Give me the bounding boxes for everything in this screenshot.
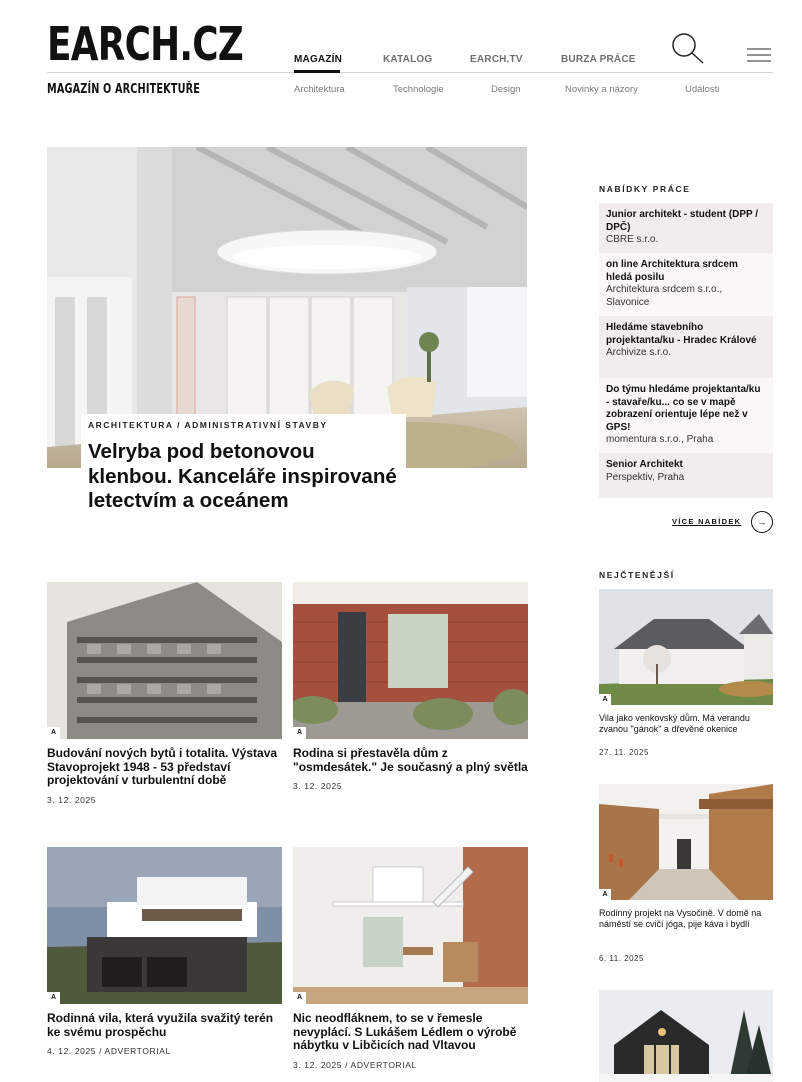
job-company: Perspektiv, Praha <box>606 471 685 483</box>
job-title[interactable]: Senior Architekt <box>606 459 683 470</box>
popular-date: 6. 11. 2025 <box>599 954 644 963</box>
hamburger-menu-icon[interactable] <box>747 47 771 63</box>
job-item[interactable] <box>599 203 773 253</box>
job-company: CBRE s.r.o. <box>606 234 659 245</box>
article-meta: 3. 12. 2025 / ADVERTORIAL <box>293 1059 417 1070</box>
job-company: Architektura srdcem s.r.o., Slavonice <box>606 284 723 308</box>
article-title[interactable]: Nic neodfláknem, to se v řemesle nevyplácí. S Lukášem Lédlem o výrobě nábytku v Libčicích nad Vltavou <box>293 1011 517 1052</box>
article-title[interactable]: Rodina si přestavěla dům z "osmdesátek." Je současný a plný světla <box>293 746 528 774</box>
header-divider <box>47 72 773 73</box>
nav-earch-tv[interactable]: EARCH.TV <box>470 54 523 65</box>
subnav-technologie[interactable]: Technologie <box>393 84 444 95</box>
job-title[interactable]: Hledáme stavebního projektanta/ku - Hradec Králové <box>606 322 757 346</box>
hero-caption[interactable] <box>81 414 406 539</box>
job-company: momentura s.r.o., Praha <box>606 434 714 445</box>
job-title[interactable]: Do týmu hledáme projektanta/ku - stavaře/ku... co se v mapě zobrazení orientuje lépe než v GPS! <box>606 384 761 433</box>
job-company: Archivize s.r.o. <box>606 347 672 358</box>
article-thumbnail[interactable] <box>293 582 528 739</box>
jobs-heading: NABÍDKY PRÁCE <box>599 184 691 194</box>
article-thumbnail[interactable] <box>293 847 528 1004</box>
popular-thumbnail[interactable] <box>599 589 773 705</box>
nav-katalog[interactable]: KATALOG <box>383 54 433 65</box>
article-card[interactable] <box>47 847 282 1056</box>
article-badge: A <box>47 992 60 1004</box>
popular-item[interactable] <box>599 589 773 769</box>
article-thumbnail[interactable] <box>47 582 282 739</box>
popular-title[interactable]: Rodinný projekt na Vysočině. V domě na náměstí se cvičí jóga, pije káva i bydlí <box>599 908 762 929</box>
popular-thumbnail[interactable] <box>599 990 773 1082</box>
article-card[interactable] <box>47 582 282 805</box>
popular-item[interactable] <box>599 784 773 964</box>
article-title[interactable]: Budování nových bytů i totalita. Výstava Stavoprojekt 1948 - 53 představí projektování v turbulentní době <box>47 746 278 787</box>
popular-title[interactable]: Vila jako venkovský dům. Má verandu zvanou "gánok" a dřevěné okenice <box>599 713 750 734</box>
arrow-right-icon[interactable]: → <box>751 511 773 533</box>
article-card[interactable] <box>293 582 528 791</box>
popular-thumbnail[interactable] <box>599 784 773 900</box>
popular-badge: A <box>599 889 611 900</box>
popular-date: 27. 11. 2025 <box>599 748 649 757</box>
site-tagline: MAGAZÍN O ARCHITEKTUŘE <box>47 81 201 97</box>
article-badge: A <box>293 992 306 1004</box>
article-title[interactable]: Rodinná vila, která využila svažitý terén ke svému prospěchu <box>47 1011 274 1039</box>
more-jobs-link[interactable]: VÍCE NABÍDEK <box>672 517 742 526</box>
popular-item[interactable] <box>599 990 773 1082</box>
nav-burza-prace[interactable]: BURZA PRÁCE <box>561 54 636 65</box>
hero-category[interactable]: ARCHITEKTURA / ADMINISTRATIVNÍ STAVBY <box>88 420 328 430</box>
job-item[interactable] <box>599 253 773 316</box>
hero-title[interactable]: Velryba pod betonovou klenbou. Kanceláře inspirované letectvím a oceánem <box>88 440 397 512</box>
job-title[interactable]: Junior architekt - student (DPP / DPČ) <box>606 209 759 233</box>
subnav-novinky[interactable]: Novinky a názory <box>565 84 638 95</box>
article-badge: A <box>293 727 306 739</box>
popular-badge: A <box>599 694 611 705</box>
job-item[interactable] <box>599 316 773 378</box>
article-meta: 4. 12. 2025 / ADVERTORIAL <box>47 1046 171 1056</box>
subnav-udalosti[interactable]: Události <box>685 84 720 95</box>
article-meta: 3. 12. 2025 <box>47 794 97 805</box>
site-logo[interactable]: EARCH.CZ <box>47 17 244 71</box>
job-item[interactable] <box>599 378 773 453</box>
subnav-design[interactable]: Design <box>491 84 521 95</box>
nav-magazin[interactable]: MAGAZÍN <box>294 54 343 65</box>
subnav-architektura[interactable]: Architektura <box>294 84 345 95</box>
article-card[interactable] <box>293 847 528 1070</box>
nav-active-indicator <box>294 70 340 73</box>
search-icon[interactable] <box>670 32 704 66</box>
job-item[interactable] <box>599 453 773 498</box>
article-badge: A <box>47 727 60 739</box>
popular-heading: NEJČTENĚJŠÍ <box>599 570 675 580</box>
article-thumbnail[interactable] <box>47 847 282 1004</box>
article-meta: 3. 12. 2025 <box>293 781 343 791</box>
job-title[interactable]: on line Architektura srdcem hledá posilu <box>606 259 738 283</box>
